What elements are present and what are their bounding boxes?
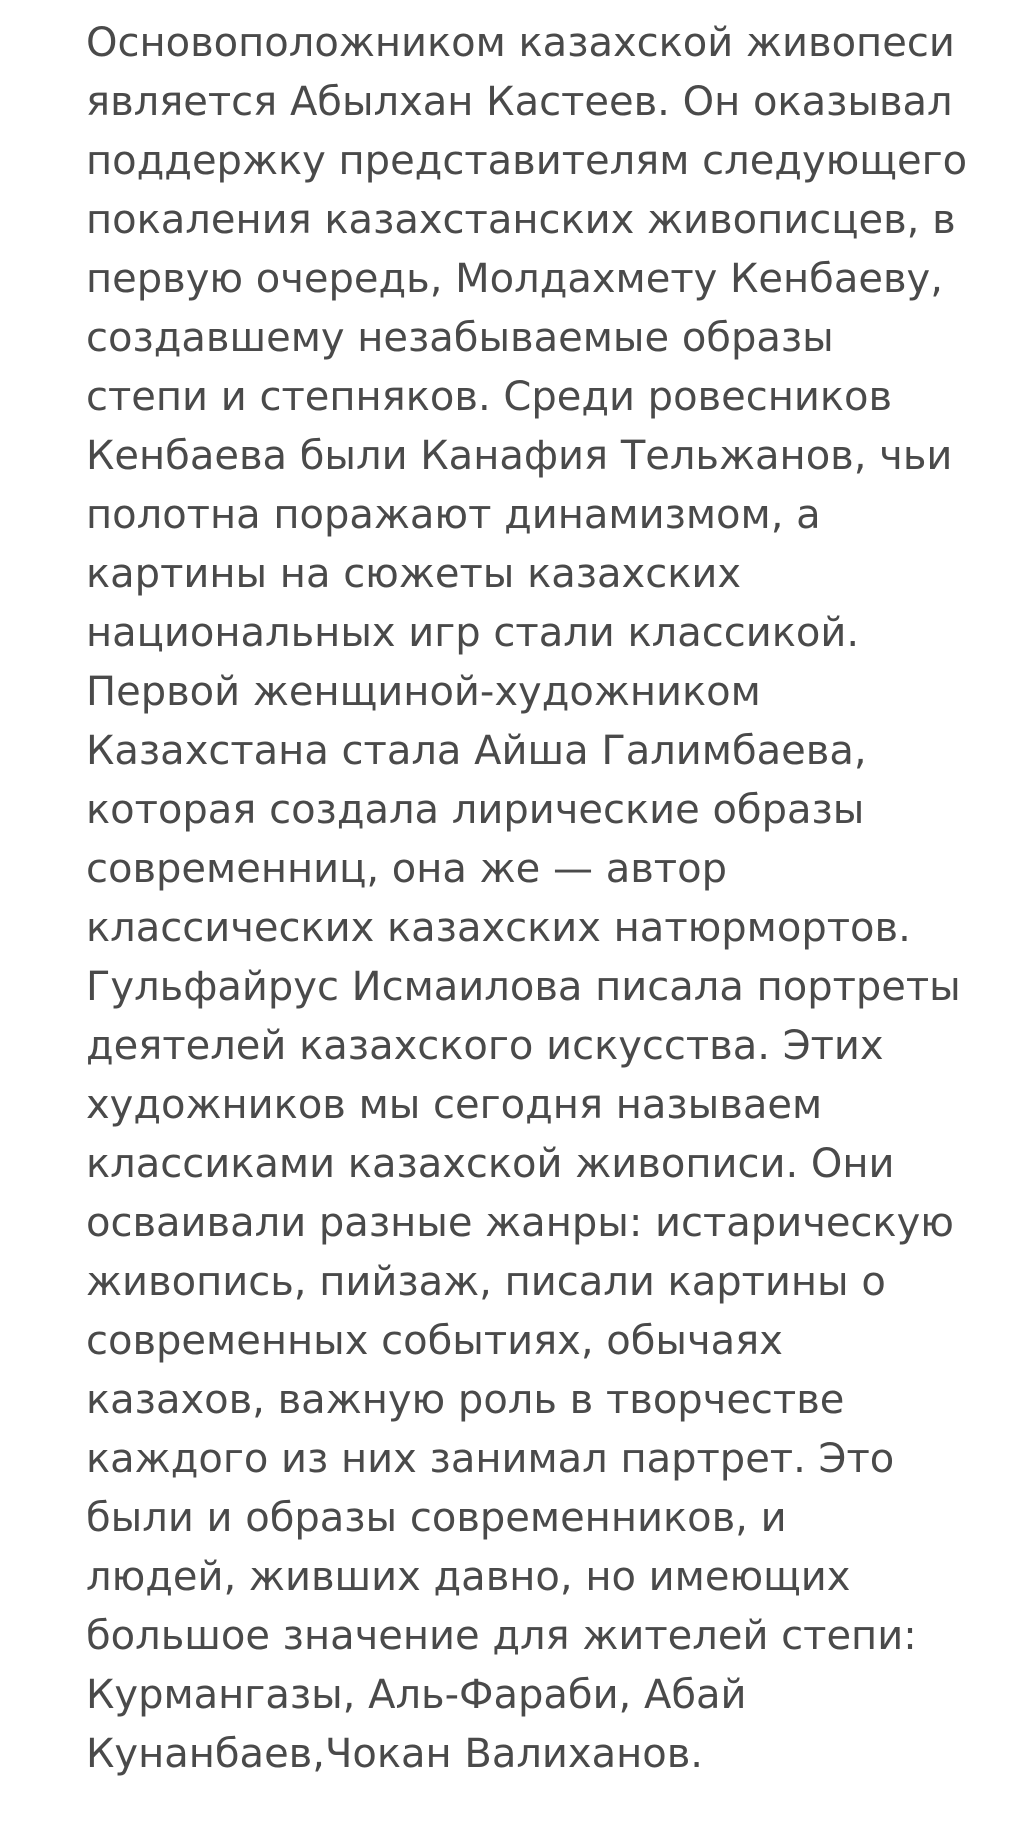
text-line: которая создала лирические образы [86, 787, 865, 833]
text-line: Курмангазы, Аль-Фараби, Абай [86, 1672, 747, 1718]
text-line: Первой женщиной-художником [86, 669, 761, 715]
text-line: полотна поражают динамизмом, а [86, 492, 821, 538]
text-line: Кенбаева были Канафия Тельжанов, чьи [86, 433, 953, 479]
text-line: Казахстана стала Айша Галимбаева, [86, 728, 867, 774]
text-line: большое значение для жителей степи: [86, 1613, 917, 1659]
text-line: степи и степняков. Среди ровесников [86, 374, 893, 420]
text-line: поддержку представителям следующего [86, 138, 968, 184]
text-line: людей, живших давно, но имеющих [86, 1554, 851, 1600]
text-line: современных событиях, обычаях [86, 1318, 783, 1364]
text-line: деятелей казахского искусства. Этих [86, 1023, 884, 1069]
text-line: первую очередь, Молдахмету Кенбаеву, [86, 256, 943, 302]
text-line: классиками казахской живописи. Они [86, 1141, 895, 1187]
text-line: покаления казахстанских живописцев, в [86, 197, 956, 243]
text-line: художников мы сегодня называем [86, 1082, 823, 1128]
text-line: осваивали разные жанры: истарическую [86, 1200, 954, 1246]
text-line: были и образы современников, и [86, 1495, 787, 1541]
text-line: национальных игр стали классикой. [86, 610, 860, 656]
text-line: Основоположником казахской живопеси [86, 20, 955, 66]
text-line: картины на сюжеты казахских [86, 551, 742, 597]
article-paragraph [86, 14, 986, 1784]
text-line: создавшему незабываемые образы [86, 315, 834, 361]
text-line: каждого из них занимал партрет. Это [86, 1436, 895, 1482]
text-line: является Абылхан Кастеев. Он оказывал [86, 79, 953, 125]
text-line: казахов, важную роль в творчестве [86, 1377, 845, 1423]
text-line: современниц, она же — автор [86, 846, 727, 892]
text-line: живопись, пийзаж, писали картины о [86, 1259, 886, 1305]
text-line: классических казахских натюрмортов. [86, 905, 911, 951]
text-line: Гульфайрус Исмаилова писала портреты [86, 964, 961, 1010]
text-line: Кунанбаев,Чокан Валиханов. [86, 1731, 704, 1777]
